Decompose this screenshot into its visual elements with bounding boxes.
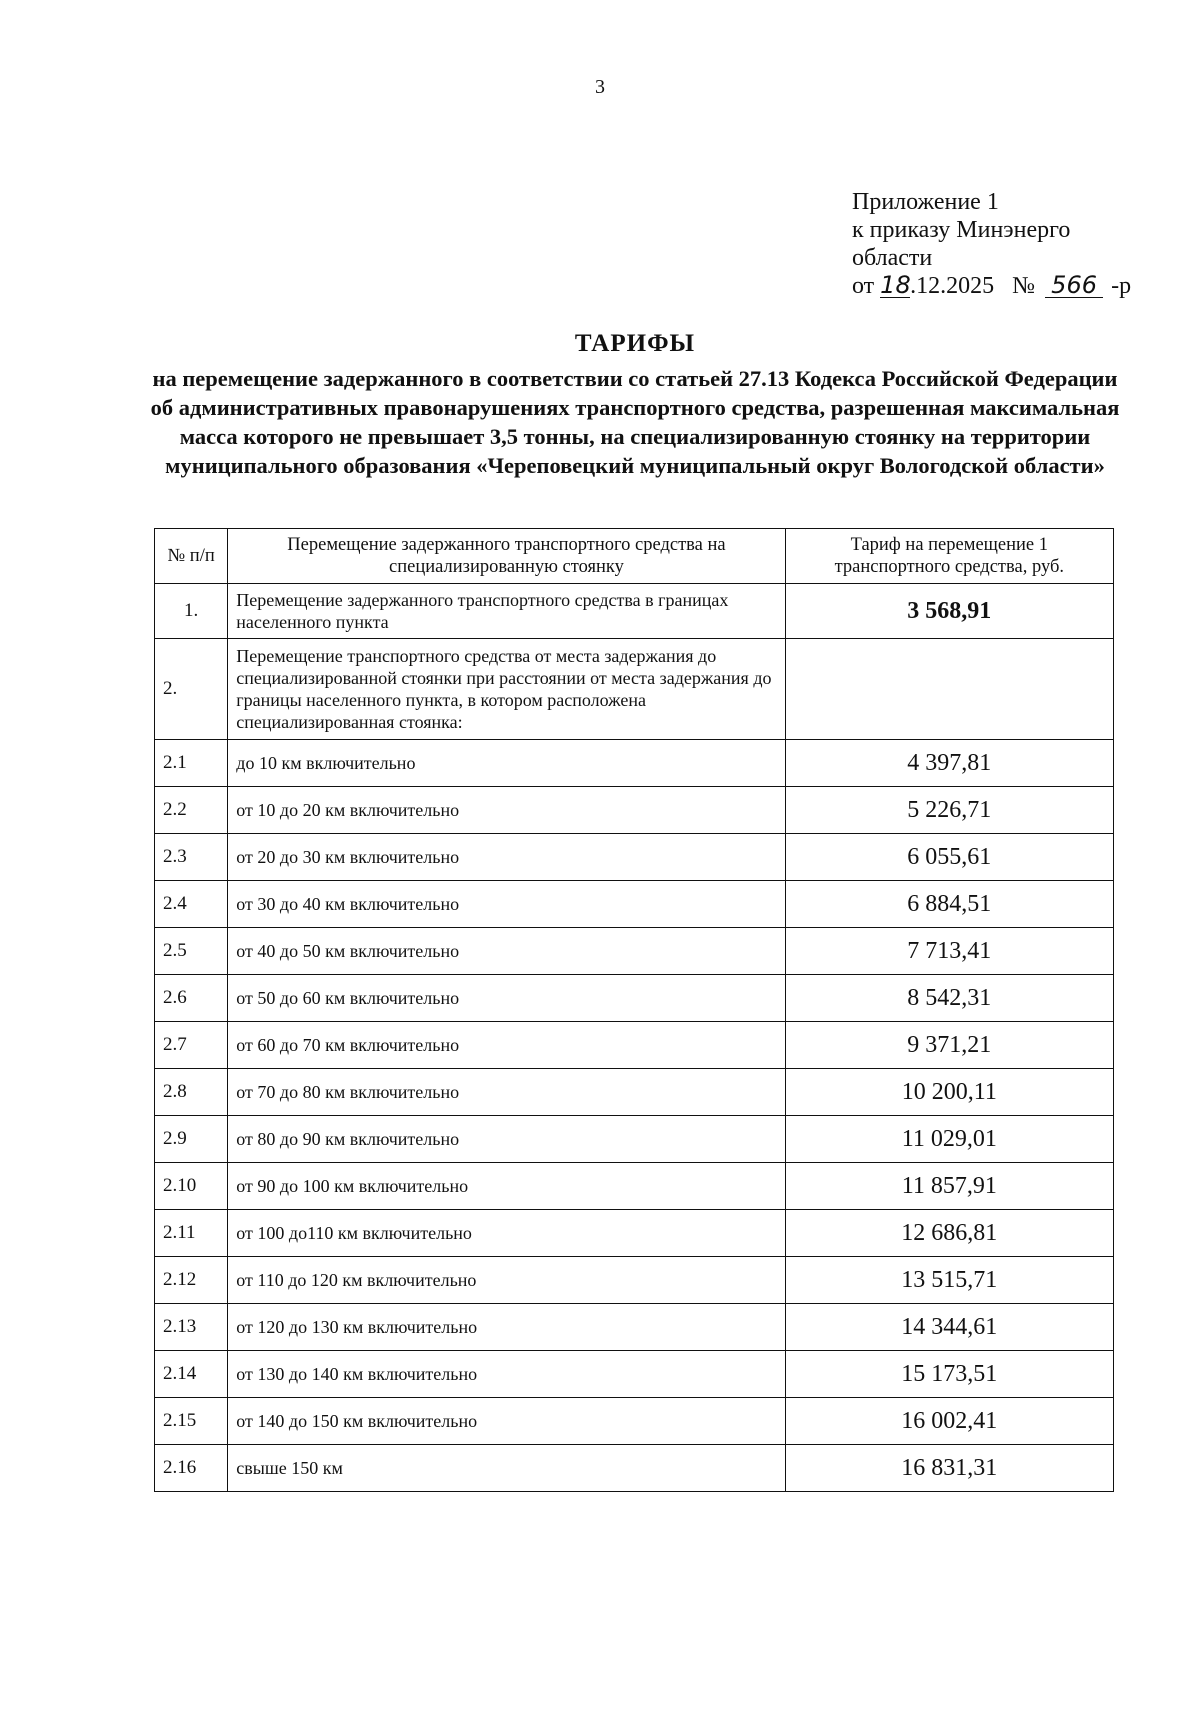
row-value: 8 542,31 <box>785 975 1113 1022</box>
document-title-block <box>140 330 1130 480</box>
row-value: 9 371,21 <box>785 1022 1113 1069</box>
table-row <box>155 1210 1114 1257</box>
table-row <box>155 1116 1114 1163</box>
row-num: 2.13 <box>155 1304 228 1351</box>
row-desc: Перемещение транспортного средства от места задержания до специализированной стоянки при расстоянии от места задержания до границы населенного пункта, в котором расположена специализированная стоянка: <box>228 639 785 740</box>
row-desc: от 40 до 50 км включительно <box>228 928 785 975</box>
table-row <box>155 787 1114 834</box>
table-row <box>155 1163 1114 1210</box>
table-row <box>155 639 1114 740</box>
row-num: 2.11 <box>155 1210 228 1257</box>
table-row <box>155 1304 1114 1351</box>
order-number-handwritten: 566 <box>1045 273 1103 298</box>
row-desc: от 70 до 80 км включительно <box>228 1069 785 1116</box>
row-desc: свыше 150 км <box>228 1445 785 1492</box>
row-value: 16 002,41 <box>785 1398 1113 1445</box>
row-num: 2.6 <box>155 975 228 1022</box>
row-desc: от 120 до 130 км включительно <box>228 1304 785 1351</box>
number-prefix: № <box>1012 273 1036 299</box>
row-num: 2.15 <box>155 1398 228 1445</box>
row-num: 2.4 <box>155 881 228 928</box>
row-value: 5 226,71 <box>785 787 1113 834</box>
appendix-date-line <box>852 272 1131 300</box>
date-rest: .12.2025 <box>910 273 995 299</box>
table-row <box>155 1022 1114 1069</box>
table-row <box>155 834 1114 881</box>
row-value <box>785 639 1113 740</box>
number-suffix: -р <box>1111 273 1132 299</box>
row-desc: от 50 до 60 км включительно <box>228 975 785 1022</box>
table-row <box>155 1069 1114 1116</box>
row-num: 2.2 <box>155 787 228 834</box>
row-value: 10 200,11 <box>785 1069 1113 1116</box>
row-num: 2.9 <box>155 1116 228 1163</box>
header-desc: Перемещение задержанного транспортного средства на специализированную стоянку <box>228 529 785 584</box>
page-number: 3 <box>595 76 605 98</box>
row-desc: от 130 до 140 км включительно <box>228 1351 785 1398</box>
row-value: 6 884,51 <box>785 881 1113 928</box>
row-desc: от 30 до 40 км включительно <box>228 881 785 928</box>
row-desc: до 10 км включительно <box>228 740 785 787</box>
row-num: 2.12 <box>155 1257 228 1304</box>
row-num: 2.5 <box>155 928 228 975</box>
table-row <box>155 740 1114 787</box>
row-desc: от 20 до 30 км включительно <box>228 834 785 881</box>
row-num: 2.3 <box>155 834 228 881</box>
row-value: 15 173,51 <box>785 1351 1113 1398</box>
row-value: 4 397,81 <box>785 740 1113 787</box>
row-num: 2.16 <box>155 1445 228 1492</box>
document-subtitle: на перемещение задержанного в соответствии со статьей 27.13 Кодекса Российской Федерации об административных правонарушениях транспортного средства, разрешенная максимальная масса которого не превышает 3,5 тонны, на специализированную стоянку на территории муниципального образования «Череповецкий муниципальный округ Вологодской области» <box>150 366 1120 478</box>
row-value: 14 344,61 <box>785 1304 1113 1351</box>
row-value: 13 515,71 <box>785 1257 1113 1304</box>
header-value: Тариф на перемещение 1 транспортного средства, руб. <box>785 529 1113 584</box>
row-desc: от 90 до 100 км включительно <box>228 1163 785 1210</box>
row-num: 2.1 <box>155 740 228 787</box>
table-row <box>155 1398 1114 1445</box>
row-value: 11 857,91 <box>785 1163 1113 1210</box>
table-row <box>155 1445 1114 1492</box>
row-value: 11 029,01 <box>785 1116 1113 1163</box>
date-day-handwritten: 18 <box>880 271 911 299</box>
header-num: № п/п <box>155 529 228 584</box>
table-row <box>155 975 1114 1022</box>
row-num: 1. <box>155 584 228 639</box>
row-num: 2.8 <box>155 1069 228 1116</box>
row-value: 12 686,81 <box>785 1210 1113 1257</box>
row-desc: от 10 до 20 км включительно <box>228 787 785 834</box>
row-num: 2.14 <box>155 1351 228 1398</box>
appendix-line-1: Приложение 1 <box>852 189 999 215</box>
row-desc: Перемещение задержанного транспортного средства в границах населенного пункта <box>228 584 785 639</box>
table-row <box>155 881 1114 928</box>
table-row <box>155 928 1114 975</box>
row-num: 2.7 <box>155 1022 228 1069</box>
row-num: 2. <box>155 639 228 740</box>
appendix-block <box>852 188 1131 300</box>
row-value: 3 568,91 <box>785 584 1113 639</box>
row-desc: от 140 до 150 км включительно <box>228 1398 785 1445</box>
row-desc: от 60 до 70 км включительно <box>228 1022 785 1069</box>
table-row <box>155 1351 1114 1398</box>
row-desc: от 110 до 120 км включительно <box>228 1257 785 1304</box>
row-desc: от 80 до 90 км включительно <box>228 1116 785 1163</box>
row-desc: от 100 до110 км включительно <box>228 1210 785 1257</box>
table-row <box>155 1257 1114 1304</box>
date-prefix: от <box>852 273 875 299</box>
row-num: 2.10 <box>155 1163 228 1210</box>
table-header-row <box>155 529 1114 584</box>
row-value: 6 055,61 <box>785 834 1113 881</box>
appendix-line-3: области <box>852 245 933 271</box>
tariffs-table <box>154 528 1114 1492</box>
document-title: ТАРИФЫ <box>574 330 696 357</box>
row-value: 7 713,41 <box>785 928 1113 975</box>
appendix-line-2: к приказу Минэнерго <box>852 217 1071 243</box>
row-value: 16 831,31 <box>785 1445 1113 1492</box>
table-row <box>155 584 1114 639</box>
